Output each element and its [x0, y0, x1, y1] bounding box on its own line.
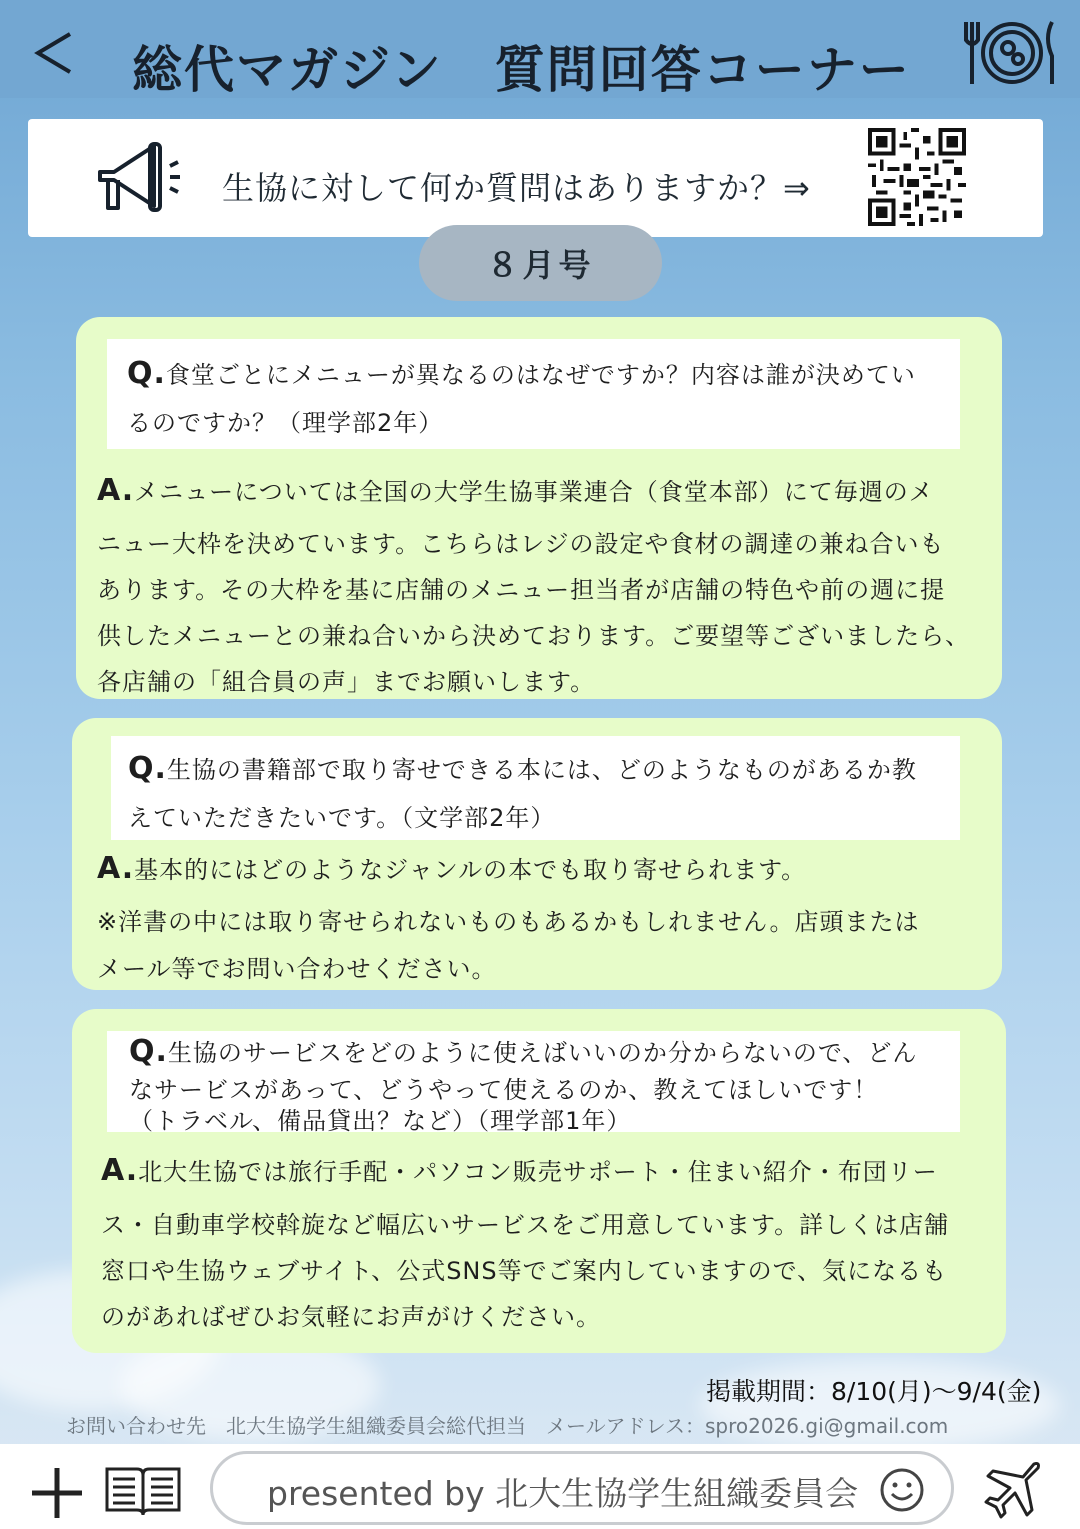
answer-line	[97, 524, 944, 559]
answer-line	[101, 1297, 601, 1332]
airplane-icon[interactable]	[980, 1458, 1044, 1520]
chevron-left-icon[interactable]	[30, 28, 80, 78]
megaphone-icon	[94, 138, 186, 218]
question-mark: Q.	[129, 1034, 168, 1069]
question-line	[127, 355, 916, 391]
answer-text: 各店舗の「組合員の声」までお願いします。	[97, 668, 596, 696]
question-line	[127, 403, 443, 438]
question-text: （トラベル、備品貸出？など）（理学部1年）	[129, 1107, 632, 1135]
qr-code[interactable]	[868, 128, 966, 226]
answer-line	[97, 902, 920, 937]
answer-line	[97, 472, 934, 508]
answer-text: ニュー大枠を決めています。こちらはレジの設定や食材の調達の兼ね合いも	[97, 530, 945, 558]
message-input[interactable]	[210, 1451, 954, 1525]
answer-text: 北大生協では旅行手配・パソコン販売サポート・住まい紹介・布団リー	[138, 1158, 938, 1186]
answer-text: 基本的にはどのようなジャンルの本でも取り寄せられます。	[134, 856, 807, 884]
question-box	[107, 1031, 960, 1135]
answer-line	[97, 662, 595, 697]
answer-text: ス・自動車学校斡旋など幅広いサービスをご用意しています。詳しくは店舗	[101, 1211, 950, 1239]
question-text: 生協のサービスをどのように使えばいいのか分からないので、どん	[167, 1039, 918, 1067]
plus-icon[interactable]	[30, 1466, 84, 1520]
answer-line	[97, 949, 497, 984]
page-title: 総代マガジン 質問回答コーナー	[132, 41, 911, 99]
answer-line	[97, 616, 970, 651]
question-text: 食堂ごとにメニューが異なるのはなぜですか？内容は誰が決めてい	[165, 361, 916, 389]
publication-period: 掲載期間：8/10(月)〜9/4(金)	[706, 1377, 1042, 1406]
answer-text: ※洋書の中には取り寄せられないものもあるかもしれません。店頭または	[97, 908, 920, 936]
question-line	[129, 1033, 917, 1069]
answer-text: のがあればぜひお気軽にお声がけください。	[101, 1303, 601, 1331]
answer-line	[101, 1152, 938, 1188]
question-line	[128, 750, 917, 786]
answer-line	[101, 1251, 947, 1286]
question-text: 生協の書籍部で取り寄せできる本には、どのようなものがあるか教	[166, 756, 917, 784]
prompt-text: 生協に対して何か質問はありますか？⇒	[222, 169, 811, 207]
answer-text: 供したメニューとの兼ね合いから決めております。ご要望等ございましたら、	[97, 622, 971, 650]
question-text: えていただきたいです。（文学部2年）	[128, 804, 556, 832]
answer-text: 窓口や生協ウェブサイト、公式SNS等でご案内していますので、気になるも	[101, 1257, 948, 1285]
answer-mark: A.	[101, 1153, 139, 1188]
contact-info: お問い合わせ先 北大生協学生組織委員会総代担当 メールアドレス：spro2026.gi@gmail.com	[66, 1414, 949, 1438]
question-text: なサービスがあって、どうやって使えるのか、教えてほしいです！	[129, 1076, 879, 1104]
answer-text: メール等でお問い合わせください。	[97, 955, 497, 983]
question-box	[107, 339, 960, 449]
question-mark: Q.	[127, 356, 166, 391]
question-line	[128, 798, 555, 833]
answer-text: あります。その大枠を基に店舗のメニュー担当者が店舗の特色や前の週に提	[97, 576, 946, 604]
message-input-text: presented by 北大生協学生組織委員会	[267, 1474, 859, 1513]
answer-line	[101, 1205, 949, 1240]
issue-label: ８月号	[419, 225, 662, 301]
answer-mark: A.	[97, 851, 135, 886]
answer-mark: A.	[97, 473, 135, 508]
answer-line	[97, 850, 806, 886]
book-icon[interactable]	[103, 1463, 183, 1519]
question-box	[111, 736, 960, 840]
question-line	[129, 1070, 878, 1105]
plate-fork-knife-icon	[964, 18, 1060, 88]
answer-text: メニューについては全国の大学生協事業連合（食堂本部）にて毎週のメ	[134, 478, 934, 506]
smile-icon[interactable]	[879, 1467, 925, 1513]
question-line	[129, 1101, 631, 1136]
question-text: るのですか？（理学部2年）	[127, 409, 444, 437]
answer-line	[97, 570, 945, 605]
question-mark: Q.	[128, 751, 167, 786]
